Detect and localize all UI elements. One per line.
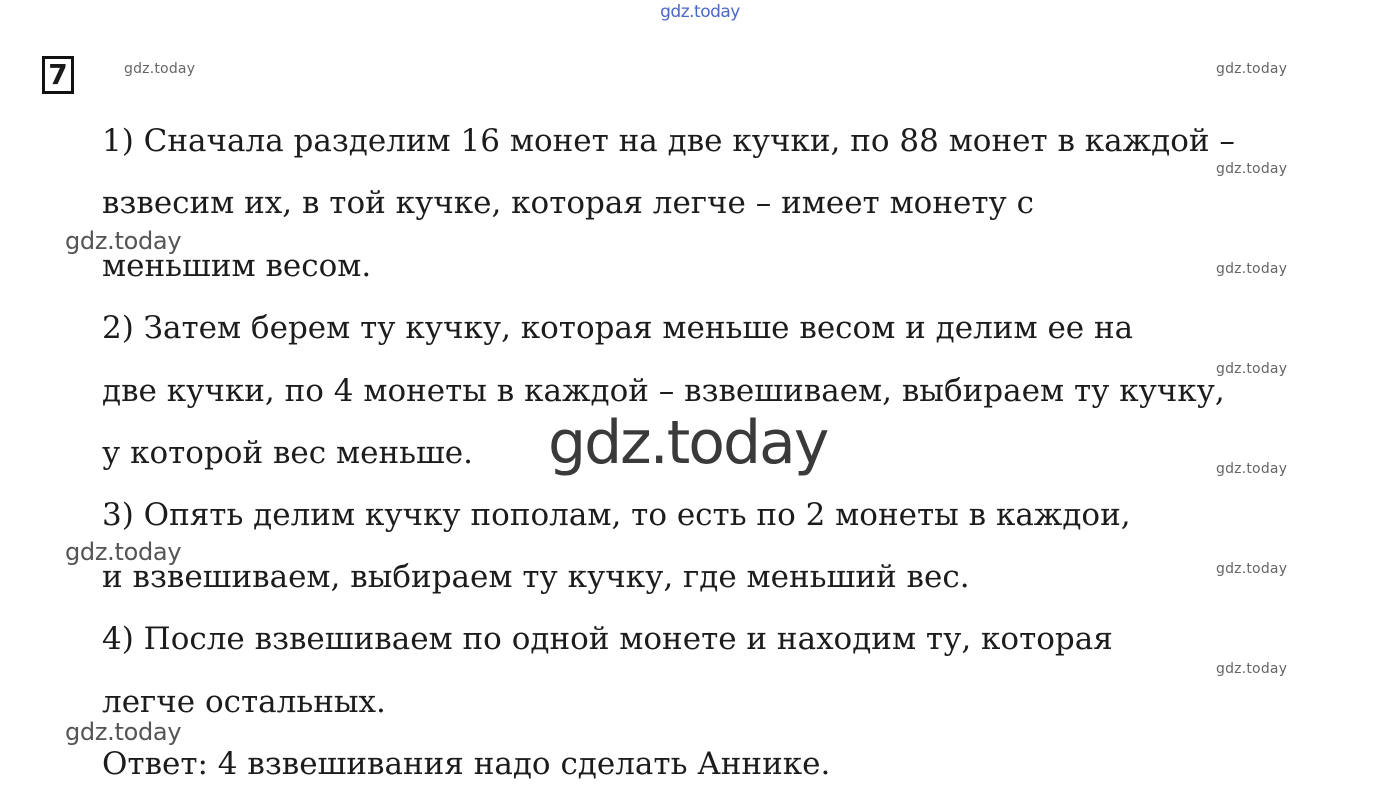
task-number: 7 — [48, 58, 68, 91]
watermark-small: gdz.today — [1216, 661, 1288, 677]
answer-line: Ответ: 4 взвешивания надо сделать Аннике. — [102, 746, 831, 782]
watermark-small: gdz.today — [1216, 261, 1288, 277]
solution-line: 2) Затем берем ту кучку, которая меньше весом и делим ее на — [102, 310, 1134, 346]
top-watermark: gdz.today — [660, 2, 740, 22]
solution-line: взвесим их, в той кучке, которая легче – имеет монету с — [102, 185, 1034, 221]
task-number-box — [42, 56, 74, 94]
solution-line: две кучки, по 4 монеты в каждой – взвешиваем, выбираем ту кучку, — [102, 373, 1225, 409]
watermark-small: gdz.today — [1216, 561, 1288, 577]
watermark-small: gdz.today — [1216, 361, 1288, 377]
solution-line: легче остальных. — [102, 684, 386, 720]
solution-line: 4) После взвешиваем по одной монете и находим ту, которая — [102, 621, 1113, 657]
solution-line: меньшим весом. — [102, 248, 372, 284]
solution-line: и взвешиваем, выбираем ту кучку, где меньший вес. — [102, 559, 970, 595]
watermark-small: gdz.today — [1216, 461, 1288, 477]
watermark-small: gdz.today — [124, 61, 196, 77]
watermark-small: gdz.today — [1216, 61, 1288, 77]
watermark-medium: gdz.today — [65, 718, 182, 746]
watermark-medium: gdz.today — [65, 227, 182, 255]
solution-line: 1) Сначала разделим 16 монет на две кучки, по 88 монет в каждой – — [102, 123, 1235, 159]
solution-line: 3) Опять делим кучку пополам, то есть по 2 монеты в каждои, — [102, 497, 1131, 533]
watermark-small: gdz.today — [1216, 161, 1288, 177]
solution-line: у которой вес меньше. — [102, 435, 474, 471]
watermark-medium: gdz.today — [65, 538, 182, 566]
watermark-large: gdz.today — [548, 408, 828, 478]
